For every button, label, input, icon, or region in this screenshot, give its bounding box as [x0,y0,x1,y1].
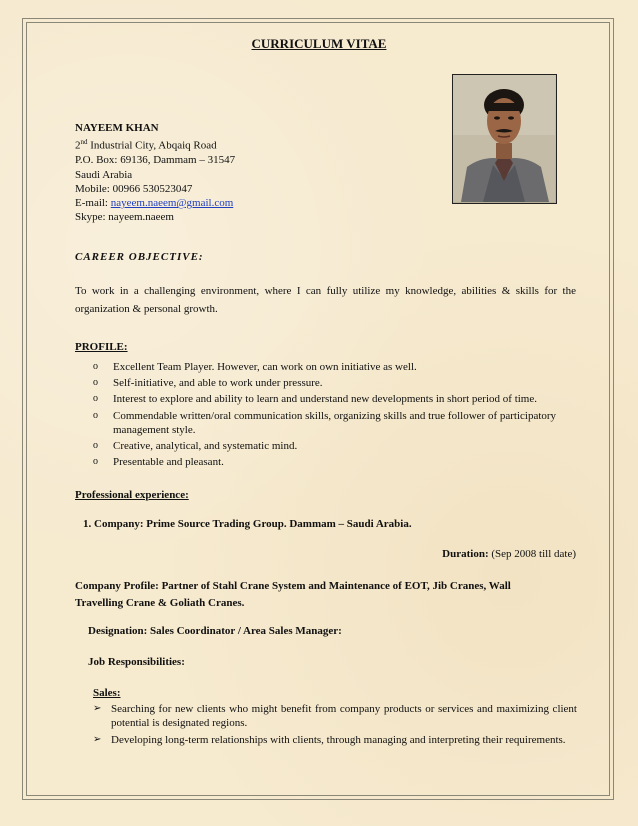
experience-heading: Professional experience: [75,489,189,501]
document-title: CURRICULUM VITAE [251,36,387,51]
arrow-bullet-icon: ➢ [93,703,102,714]
po-box: P.O. Box: 69136, Dammam – 31547 [75,154,236,167]
list-item [75,360,576,374]
sales-item-text: Searching for new clients who might benefit from company products or services and maximizing client potential is designated regions. [111,703,577,730]
duration-label: Duration: [442,548,489,560]
profile-item-text: Creative, analytical, and systematic mind. [113,440,298,453]
sales-item-text: Developing long-term relationships with clients, through managing and interpreting their requirements. [111,733,566,746]
bullet-icon: o [93,456,98,468]
designation: Designation: Sales Coordinator / Area Sales Manager: [88,625,342,637]
profile-item-text: Presentable and pleasant. [113,456,224,469]
bullet-icon: o [93,393,98,405]
skype-id: Skype: nayeem.naeem [75,211,174,224]
contact-block [75,121,235,225]
career-objective-text: To work in a challenging environment, where I can fully utilize my knowledge, abilities & skills for the organization & personal growth. [75,285,576,315]
arrow-bullet-icon: ➢ [93,733,102,745]
job-responsibilities-heading: Job Responsibilities: [88,656,185,668]
list-item [93,733,577,747]
list-item [75,455,576,469]
bullet-icon: o [93,409,98,421]
duration-value: (Sep 2008 till date) [488,548,576,560]
career-objective-heading: CAREER OBJECTIVE: [75,251,204,263]
bullet-icon: o [93,377,98,389]
address-superscript: nd [80,138,88,147]
duration-line [442,548,576,560]
address-number: 2 [75,139,81,152]
portrait-photo-icon [453,75,555,202]
profile-item-text: Self-initiative, and able to work under pressure. [113,377,323,390]
profile-item-text: Commendable written/oral communication skills, organizing skills and true follower of participatory management style. [113,409,557,436]
email-line [75,196,235,210]
bullet-icon: o [93,440,98,452]
profile-photo [452,74,557,204]
profile-item-text: Interest to explore and ability to learn and understand new developments in short period of time. [113,393,537,406]
list-item [75,409,576,437]
company-line: 1. Company: Prime Source Trading Group. Dammam – Saudi Arabia. [83,518,412,530]
list-item [93,702,577,731]
address-text: Industrial City, Abqaiq Road [87,139,217,152]
candidate-name: NAYEEM KHAN [75,122,159,134]
list-item [75,392,576,406]
list-item [75,439,576,453]
profile-item-text: Excellent Team Player. However, can work on own initiative as well. [113,361,417,373]
sales-list [93,702,577,749]
sales-heading: Sales: [93,687,121,699]
profile-list [75,360,576,471]
bullet-icon: o [93,361,98,372]
address-line [75,135,235,153]
email-link[interactable]: nayeem.naeem@gmail.com [110,197,234,210]
profile-heading: PROFILE: [75,341,128,353]
country: Saudi Arabia [75,168,133,181]
list-item [75,376,576,390]
mobile-number: Mobile: 00966 530523047 [75,182,193,195]
company-profile: Company Profile: Partner of Stahl Crane System and Maintenance of EOT, Jib Cranes, Wall Travelling Crane & Goliath Cranes. [75,580,511,609]
email-label: E-mail: [75,197,111,210]
